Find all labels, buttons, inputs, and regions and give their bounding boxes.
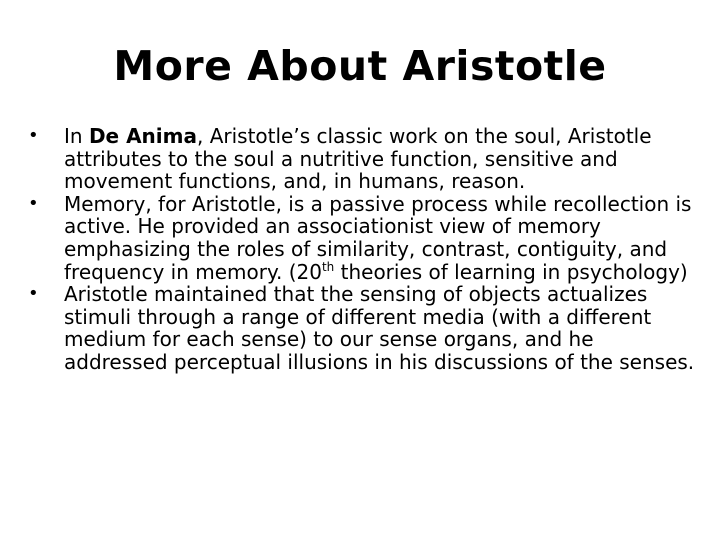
bullet-text-pre: Memory, for Aristotle, is a passive process while recollection is active. He provided an associationist view of memory emphasizing the roles of similarity, contrast, contiguity, and frequency in memory. (20 [64, 191, 692, 284]
bullet-text [64, 125, 700, 193]
bullet-icon: • [28, 192, 39, 214]
bullet-text-post: theories of learning in psychology) [334, 259, 688, 284]
slide-title: More About Aristotle [113, 42, 607, 90]
bullet-text: Aristotle maintained that the sensing of objects actualizes stimuli through a range of different media (with a different medium for each sense) to our sense organs, and he addressed perceptual illusions in his discussions of the senses. [64, 282, 695, 374]
bullet-icon: • [28, 283, 39, 305]
bullet-text-pre: In [64, 124, 89, 148]
bullet-text-post: , Aristotle’s classic work on the soul, Aristotle attributes to the soul a nutritive function, sensitive and movement functions, and, in humans, reason. [64, 124, 652, 194]
bullet-item-memory [28, 193, 700, 283]
ordinal-suffix: th [321, 259, 335, 274]
bullet-icon: • [28, 125, 39, 146]
bullet-text [64, 193, 700, 283]
bullet-item-de-anima [28, 125, 700, 193]
bullet-list [28, 125, 700, 374]
bullet-item-sensing [28, 283, 700, 373]
book-title: De Anima [88, 124, 197, 148]
